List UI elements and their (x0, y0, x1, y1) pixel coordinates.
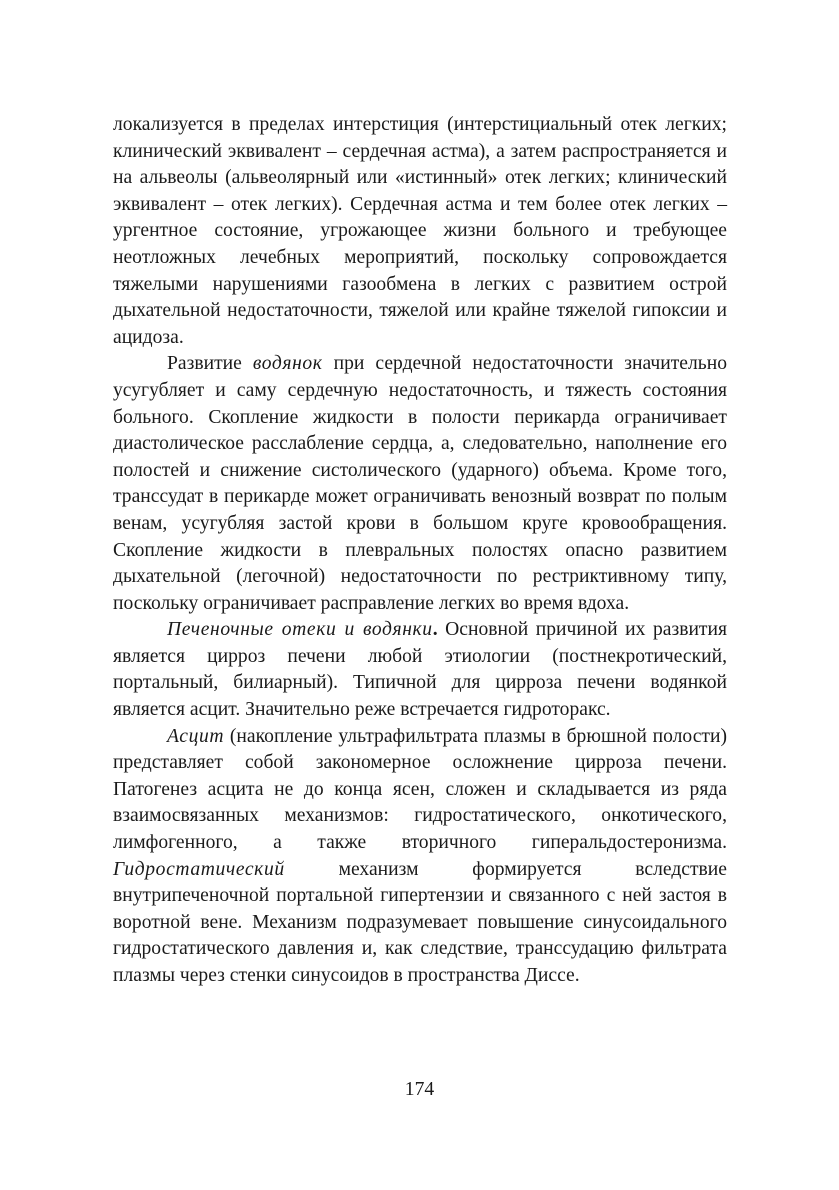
paragraph-1-text: локализуется в пределах интерстиция (интерстициальный отек легких; клинический эквивалент – сердечная астма), а затем распространяется и на альвеолы (альвеолярный или «истинный» отек легких; клинический эквивалент – отек легких). Сердечная астма и тем более отек легких – ургентное состояние, угрожающее жизни больного и требующее неотложных лечебных мероприятий, поскольку сопровождается тяжелыми нарушениями газообмена в легких с развитием острой дыхательной недостаточности, тяжелой или крайне тяжелой гипоксии и ацидоза. (113, 114, 727, 348)
paragraph-2-text-a: Развитие (167, 353, 253, 375)
term-hydrostatic: Гидростатический (113, 858, 285, 880)
term-ascites: Асцит (167, 725, 225, 747)
subheading-liver-edema: Печеночные отеки и водянки (167, 619, 433, 641)
term-vodyanok: водянок (252, 353, 323, 375)
page-number: 174 (404, 1079, 435, 1100)
subheading-period: . (432, 619, 438, 641)
paragraph-3-text: Основной причиной их развития является цирроз печени любой этиологии (постнекротический, портальный, билиарный). Типичной для цирроза печени водянкой является асцит. Значительно реже встречается гидроторакс. (113, 619, 727, 721)
paragraph-2-text-b: при сердечной недостаточности значительно усугубляет и саму сердечную недостаточность, и тяжесть состояния больного. Скопление жидкости в полости перикарда ограничивает диастолическое расслабление сердца, а, следовательно, наполнение его полостей и снижение систолического (ударного) объема. Кроме того, транссудат в перикарде может ограничивать венозный возврат по полым венам, усугубляя застой крови в большом круге кровообращения. Скопление жидкости в плевральных полостях опасно развитием дыхательной (легочной) недостаточности по рестриктивному типу, поскольку ограничивает расправление легких во время вдоха. (113, 353, 727, 614)
paragraph-4-text-b: механизм формируется вследствие внутрипеченочной портальной гипертензии и связанного с ней застоя в воротной вене. Механизм подразумевает повышение синусоидального гидростатического давления и, как следствие, транссудацию фильтрата плазмы через стенки синусоидов в пространства Диссе. (113, 858, 727, 986)
paragraph-1 (113, 112, 727, 351)
paragraph-4 (113, 724, 727, 990)
paragraph-4-text-a: (накопление ультрафильтрата плазмы в брюшной полости) представляет собой закономерное осложнение цирроза печени. Патогенез асцита не до конца ясен, сложен и складывается из ряда взаимосвязанных механизмов: гидростатического, онкотического, лимфогенного, а также вторичного гиперальдостеронизма. (113, 725, 727, 854)
paragraph-3 (113, 617, 727, 723)
page-body (113, 112, 727, 990)
paragraph-2 (113, 351, 727, 617)
